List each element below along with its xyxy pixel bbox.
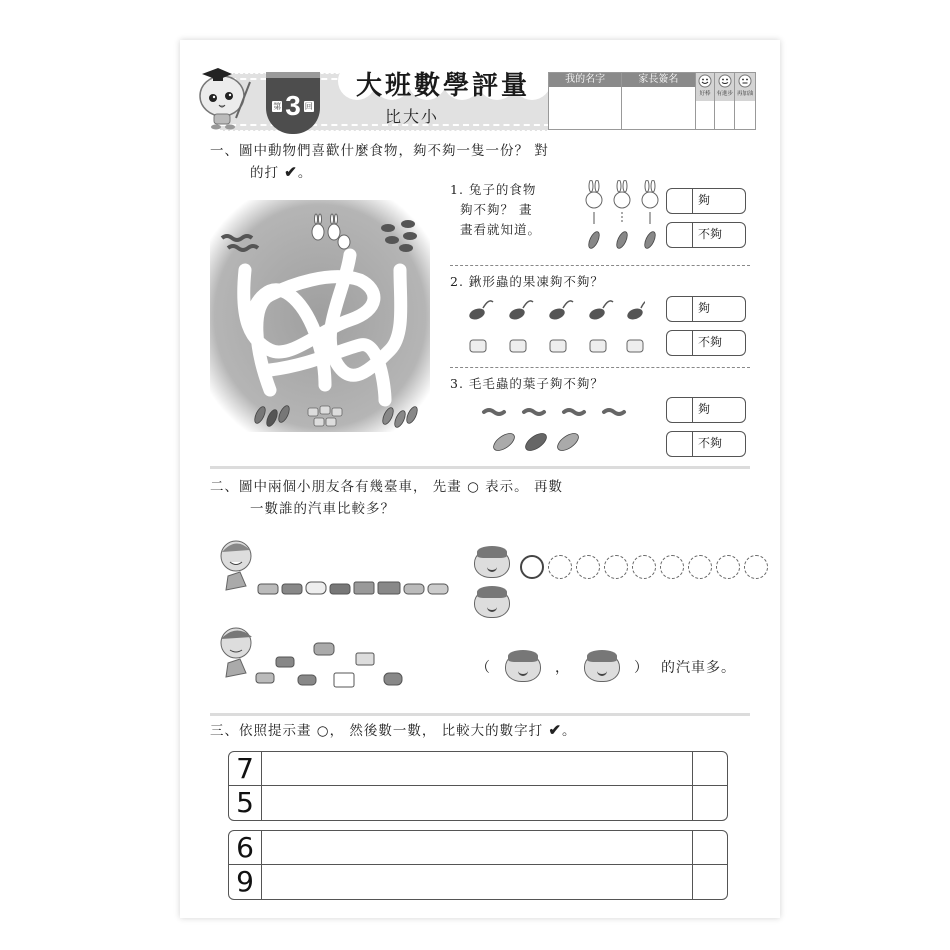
boy1-cars-illustration (218, 538, 458, 600)
mascot-graduate-icon (194, 60, 254, 130)
rating-label: 好棒 (699, 91, 711, 97)
rating-try-harder[interactable] (735, 73, 755, 129)
section-divider (210, 713, 750, 716)
table-row (229, 831, 727, 865)
empty-circle[interactable] (688, 555, 712, 579)
empty-circle[interactable] (744, 555, 768, 579)
draw-area[interactable] (262, 831, 693, 864)
number-cell: 5 (229, 786, 262, 820)
q3-enough-checkbox[interactable] (667, 398, 693, 422)
q1-enough-option[interactable]: 夠 (666, 188, 746, 214)
round-badge (266, 72, 320, 134)
number-cell: 7 (229, 752, 262, 785)
q2-enough-option[interactable]: 夠 (666, 296, 746, 322)
q1-not-enough-checkbox[interactable] (667, 223, 693, 247)
beetles-jellies-illustration (465, 296, 645, 358)
worksheet-page (180, 40, 780, 918)
boy2-choice-icon[interactable] (584, 652, 620, 682)
empty-circle[interactable] (576, 555, 600, 579)
section1-instruction-line1: 一、圖中動物們喜歡什麼食物，夠不夠一隻一份？ 對 (210, 143, 549, 159)
page-subtitle: 比大小 (385, 107, 440, 126)
empty-circle[interactable] (604, 555, 628, 579)
check-box[interactable] (693, 865, 727, 899)
rating-improved[interactable] (715, 73, 735, 129)
q2-not-enough-option[interactable]: 不夠 (666, 330, 746, 356)
my-name-field[interactable] (549, 87, 621, 129)
dashed-divider (450, 265, 750, 266)
round-suffix: 回 (304, 101, 313, 111)
my-name-label: 我的名字 (549, 73, 621, 87)
caterpillars-leaves-illustration (480, 398, 640, 456)
rating-great[interactable] (696, 73, 716, 129)
page-title: 大班數學評量 (355, 71, 530, 101)
boy1-face-icon (474, 548, 510, 578)
round-prefix: 第 (273, 101, 282, 111)
section2-instruction-line2: 一數誰的汽車比較多？ (250, 501, 395, 517)
q3-not-enough-option[interactable]: 不夠 (666, 431, 746, 457)
sign-table (548, 72, 756, 130)
parent-sign-field[interactable] (622, 87, 694, 129)
my-name-column (549, 73, 622, 129)
q1-enough-checkbox[interactable] (667, 189, 693, 213)
drawn-circle[interactable] (520, 555, 544, 579)
neutral-face-icon (738, 74, 752, 88)
rating-label: 再加油 (736, 91, 754, 97)
check-box[interactable] (693, 786, 727, 820)
empty-circle[interactable] (716, 555, 740, 579)
dashed-divider (450, 367, 750, 368)
check-mark-icon: ✔ (548, 721, 563, 739)
rabbit-carrot-pairs-illustration (582, 180, 664, 252)
section2-answer-line: （ ， ） 的汽車多。 (476, 652, 736, 682)
compare-table-1 (228, 751, 728, 821)
compare-table-2 (228, 830, 728, 900)
smile-face-icon (698, 74, 712, 88)
title-wrap (338, 62, 553, 102)
round-number: 3 (285, 90, 301, 121)
section1-instruction-line2: 的打 ✔。 (250, 163, 313, 181)
q3-enough-option[interactable]: 夠 (666, 397, 746, 423)
check-box[interactable] (693, 752, 727, 785)
check-mark-icon: ✔ (284, 163, 298, 181)
q1-text: 1. 兔子的食物 夠不夠？ 畫 畫看就知道。 (450, 182, 542, 237)
q2-enough-checkbox[interactable] (667, 297, 693, 321)
parent-sign-column (622, 73, 695, 129)
draw-area[interactable] (262, 865, 693, 899)
table-row (229, 865, 727, 899)
q2-text: 2. 鍬形蟲的果凍夠不夠？ (450, 274, 604, 289)
section2-instruction-line1: 二、圖中兩個小朋友各有幾臺車， 先畫 ○ 表示。 再數 (210, 479, 563, 495)
draw-area[interactable] (262, 752, 693, 785)
q3-not-enough-checkbox[interactable] (667, 432, 693, 456)
check-box[interactable] (693, 831, 727, 864)
smile-face-icon (718, 74, 732, 88)
q1-not-enough-option[interactable]: 不夠 (666, 222, 746, 248)
empty-circle[interactable] (660, 555, 684, 579)
section-divider (210, 466, 750, 469)
empty-circle[interactable] (548, 555, 572, 579)
table-row (229, 786, 727, 820)
draw-area[interactable] (262, 786, 693, 820)
boy1-choice-icon[interactable] (505, 652, 541, 682)
parent-sign-label: 家長簽名 (622, 73, 694, 87)
count-circles (520, 555, 768, 579)
table-row (229, 752, 727, 786)
number-cell: 9 (229, 865, 262, 899)
q2-not-enough-checkbox[interactable] (667, 331, 693, 355)
empty-circle[interactable] (632, 555, 656, 579)
maze-illustration (210, 200, 430, 432)
q3-text: 3. 毛毛蟲的葉子夠不夠？ (450, 376, 604, 391)
boy2-face-icon (474, 588, 510, 618)
rating-label: 有進步 (716, 91, 734, 97)
boy2-cars-illustration (218, 623, 408, 693)
number-cell: 6 (229, 831, 262, 864)
section3-instruction: 三、依照提示畫 ○， 然後數一數， 比較大的數字打 ✔。 (210, 721, 577, 739)
